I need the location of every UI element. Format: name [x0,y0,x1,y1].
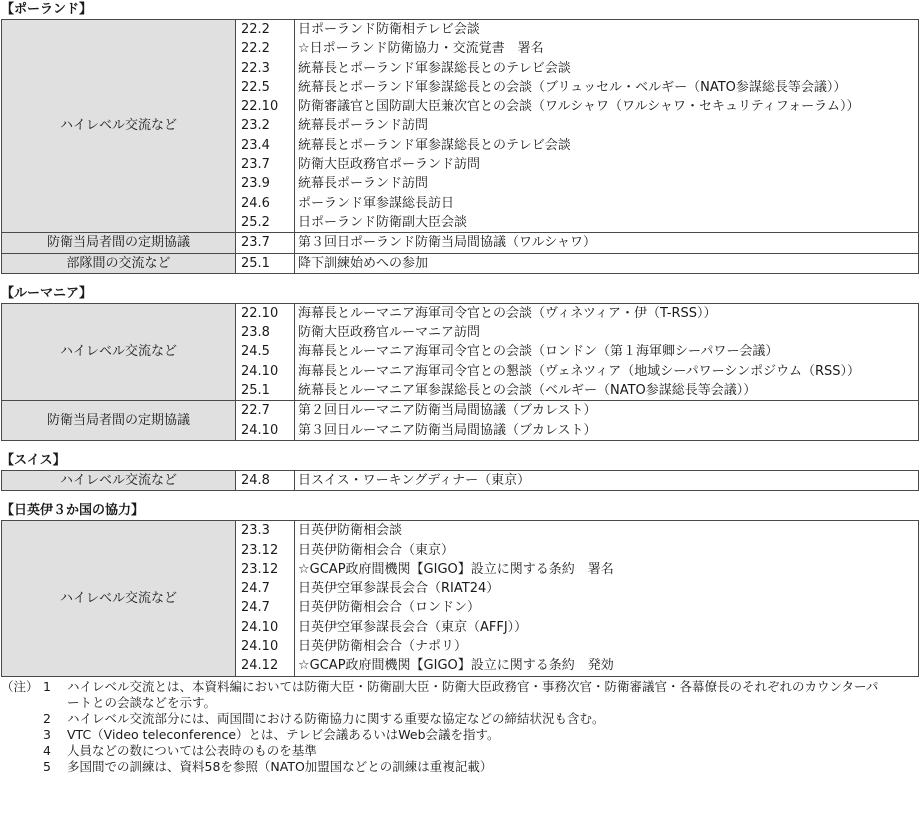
entry-date: 23.3 [241,523,270,539]
entry-event: ☆GCAP政府間機関【GIGO】設立に関する条約 署名 [298,561,614,577]
entry-event: 統幕長とポーランド軍参謀総長とのテレビ会談 [298,60,571,76]
note-number: 1 [43,678,51,694]
event-cell [295,233,919,253]
note-text: ハイレベル交流部分には、両国間における防衛協力に関する重要な協定などの締結状況も含む。 [67,710,605,726]
entry-event: 第３回日ポーランド防衛当局間協議（ワルシャワ） [298,235,597,251]
note-number: 3 [43,726,51,742]
entry-date: 23.7 [241,235,270,251]
entry-date: 25.2 [241,214,270,230]
entry-event: 統幕長ポーランド訪問 [298,176,429,192]
notes [0,679,920,775]
entry-date: 25.1 [241,383,270,399]
entry-date: 23.9 [241,176,270,192]
entry-event: 防衛大臣政務官ポーランド訪問 [298,157,481,173]
category-cell: ハイレベル交流など [2,521,236,676]
entry-event: 統幕長とルーマニア軍参謀総長との会談（ベルギー（NATO参謀総長等会議）） [298,383,757,399]
entry-event: 日ポーランド防衛副大臣会談 [298,214,468,230]
entry-date: 24.7 [241,581,270,597]
entry-date: 24.10 [241,422,279,438]
entry-event: ポーランド軍参謀総長訪日 [298,195,455,211]
entry-event: 防衛大臣政務官ルーマニア訪問 [298,325,481,341]
entry-event: 日英伊防衛相会合（ロンドン） [298,600,481,616]
entry-event: 第３回日ルーマニア防衛当局間協議（ブカレスト） [298,422,597,438]
table-row [2,303,919,400]
entry-event: 海幕長とルーマニア海軍司令官との懇談（ヴェネツィア（地域シーパワーシンポジウム（RSS）） [298,363,860,379]
note-text: 人員などの数については公表時のものを基準 [67,742,317,758]
category-cell: ハイレベル交流など [2,470,236,490]
note-text: 多国間での訓練は、資料58を参照（NATO加盟国などとの訓練は重複記載） [67,758,493,774]
entry-event: 海幕長とルーマニア海軍司令官との会談（ヴィネツィア・伊（T-RSS）） [298,305,717,321]
date-cell [236,470,295,490]
entry-date: 24.6 [241,195,270,211]
exchange-table [1,520,919,676]
category-cell: 部隊間の交流など [2,253,236,273]
exchange-table [1,470,919,491]
entry-event: 日スイス・ワーキングディナー（東京） [298,472,531,488]
date-cell [236,253,295,273]
category-cell: 防衛当局者間の定期協議 [2,233,236,253]
entry-date: 23.2 [241,118,270,134]
section-title: 【スイス】 [1,452,66,468]
event-cell [295,521,919,676]
entry-event: 統幕長とポーランド軍参謀総長とのテレビ会談 [298,137,571,153]
note-number: 5 [43,758,51,774]
entry-date: 22.5 [241,79,270,95]
entry-event: 日英伊空軍参謀長会合（RIAT24） [298,581,500,597]
section-gap [0,491,920,501]
event-cell [295,470,919,490]
entry-date: 24.10 [241,619,279,635]
entry-date: 22.10 [241,99,279,115]
event-cell [295,20,919,233]
note-text: VTC（Video teleconference）とは、テレビ会議あるいはWeb会議を指す。 [67,726,500,742]
date-cell [236,303,295,400]
entry-event: ☆GCAP政府間機関【GIGO】設立に関する条約 発効 [298,658,614,674]
entry-event: 日英伊防衛相会合（ナポリ） [298,639,468,655]
entry-date: 25.1 [241,255,270,271]
note-item [0,679,920,711]
note-lead [0,743,43,759]
entry-event: 日英伊空軍参謀長会合（東京（AFFJ）） [298,619,528,635]
entry-date: 24.10 [241,639,279,655]
table-row [2,470,919,490]
note-number: 2 [43,710,51,726]
date-cell [236,401,295,441]
exchange-table [1,19,919,274]
event-cell [295,303,919,400]
entry-date: 24.5 [241,344,270,360]
entry-date: 22.7 [241,403,270,419]
entry-date: 24.12 [241,658,279,674]
entry-date: 23.12 [241,542,279,558]
date-cell [236,233,295,253]
note-lead [0,711,43,727]
entry-date: 23.8 [241,325,270,341]
entry-date: 23.7 [241,157,270,173]
note-item [0,711,920,727]
note-lead [0,759,43,775]
entry-date: 23.12 [241,561,279,577]
section-gap [0,274,920,284]
entry-event: 降下訓練始めへの参加 [298,255,429,271]
section-title: 【日英伊３か国の協力】 [1,503,145,519]
entry-date: 22.3 [241,60,270,76]
date-cell [236,20,295,233]
table-row [2,253,919,273]
note-text: ハイレベル交流とは、本資料編においては防衛大臣・防衛副大臣・防衛大臣政務官・事務次官・防衛審議官・各幕僚長のそれぞれのカウンターパートとの会談などを示す。 [67,678,879,710]
section-title: 【ルーマニア】 [1,285,93,301]
table-row [2,401,919,441]
note-item [0,743,920,759]
entry-date: 23.4 [241,137,270,153]
entry-event: 日英伊防衛相会合（東京） [298,542,455,558]
note-number: 4 [43,742,51,758]
entry-event: 日英伊防衛相会談 [298,523,403,539]
entry-event: 統幕長ポーランド訪問 [298,118,429,134]
note-item [0,759,920,775]
entry-date: 22.2 [241,41,270,57]
note-lead: （注） [1,678,39,694]
entry-date: 22.10 [241,305,279,321]
event-cell [295,253,919,273]
category-cell: 防衛当局者間の定期協議 [2,401,236,441]
entry-date: 24.7 [241,600,270,616]
entry-event: 防衛審議官と国防副大臣兼次官との会談（ワルシャワ（ワルシャワ・セキュリティフォーラム）） [298,99,860,115]
entry-event: 日ポーランド防衛相テレビ会談 [298,22,480,37]
table-row [2,233,919,253]
entry-event: ☆日ポーランド防衛協力・交流覚書 署名 [298,41,544,57]
event-cell [295,401,919,441]
category-cell: ハイレベル交流など [2,20,236,233]
note-lead [0,727,43,743]
date-cell [236,521,295,676]
section-title: 【ポーランド】 [1,2,93,17]
category-cell: ハイレベル交流など [2,303,236,400]
table-row [2,521,919,676]
exchange-table [1,303,919,441]
section-gap [0,441,920,451]
entry-event: 第２回日ルーマニア防衛当局間協議（ブカレスト） [298,403,597,419]
entry-event: 海幕長とルーマニア海軍司令官との会談（ロンドン（第１海軍卿シーパワー会議） [298,344,779,360]
table-row [2,20,919,233]
entry-date: 22.2 [241,22,270,37]
entry-date: 24.8 [241,472,270,488]
entry-event: 統幕長とポーランド軍参謀総長との会談（ブリュッセル・ベルギー（NATO参謀総長等会議）） [298,79,847,95]
note-item [0,727,920,743]
entry-date: 24.10 [241,363,279,379]
